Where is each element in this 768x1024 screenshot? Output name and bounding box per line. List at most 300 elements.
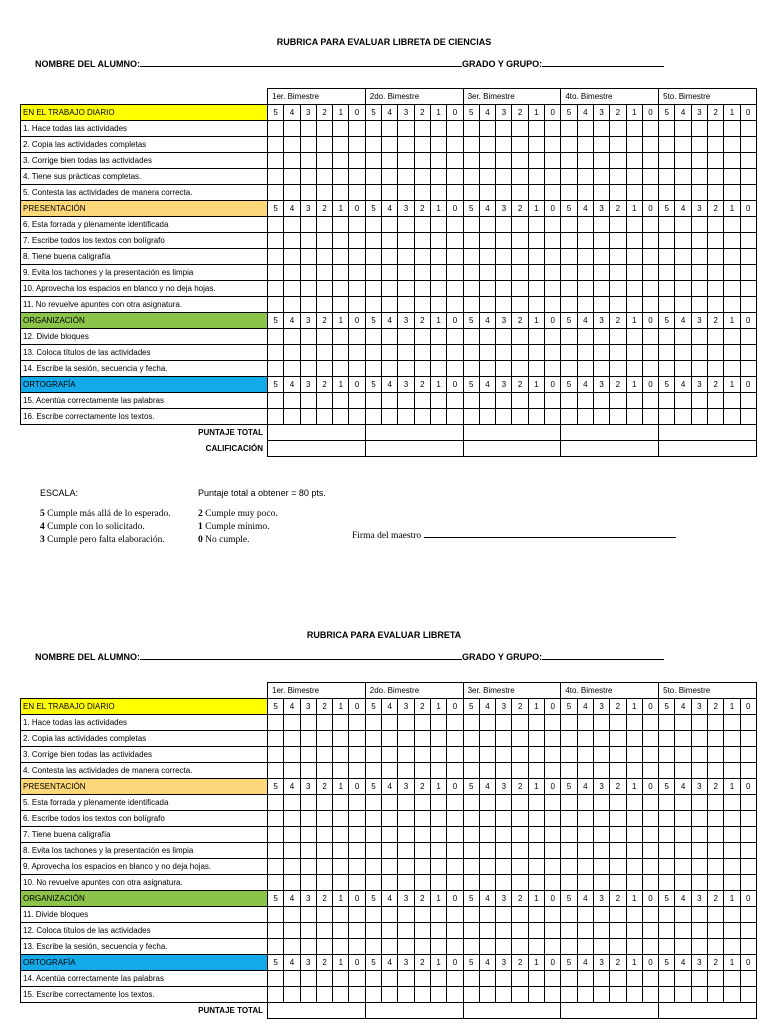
score-cell[interactable]	[496, 297, 512, 313]
score-cell[interactable]	[447, 121, 463, 137]
score-cell[interactable]	[447, 987, 463, 1003]
score-cell[interactable]	[626, 795, 642, 811]
score-cell[interactable]	[561, 121, 577, 137]
score-cell[interactable]	[268, 345, 284, 361]
score-cell[interactable]	[610, 409, 626, 425]
score-cell[interactable]	[593, 137, 609, 153]
score-cell[interactable]	[284, 345, 300, 361]
score-cell[interactable]	[708, 249, 724, 265]
score-cell[interactable]	[626, 715, 642, 731]
score-cell[interactable]	[528, 795, 544, 811]
score-cell[interactable]	[545, 939, 561, 955]
score-cell[interactable]	[691, 795, 707, 811]
score-cell[interactable]	[708, 811, 724, 827]
score-cell[interactable]	[414, 827, 430, 843]
score-cell[interactable]	[724, 361, 740, 377]
grade-group-field[interactable]	[542, 651, 664, 660]
score-cell[interactable]	[561, 169, 577, 185]
score-cell[interactable]	[528, 731, 544, 747]
bimester-total-cell[interactable]	[463, 1003, 561, 1019]
score-cell[interactable]	[691, 827, 707, 843]
score-cell[interactable]	[512, 843, 528, 859]
score-cell[interactable]	[675, 811, 691, 827]
score-cell[interactable]	[675, 329, 691, 345]
score-cell[interactable]	[708, 409, 724, 425]
score-cell[interactable]	[626, 121, 642, 137]
bimester-total-cell[interactable]	[659, 1003, 757, 1019]
score-cell[interactable]	[349, 169, 365, 185]
score-cell[interactable]	[463, 409, 479, 425]
score-cell[interactable]	[268, 843, 284, 859]
score-cell[interactable]	[430, 297, 446, 313]
score-cell[interactable]	[382, 185, 398, 201]
score-cell[interactable]	[414, 153, 430, 169]
score-cell[interactable]	[512, 281, 528, 297]
score-cell[interactable]	[496, 137, 512, 153]
score-cell[interactable]	[593, 731, 609, 747]
score-cell[interactable]	[642, 971, 658, 987]
score-cell[interactable]	[398, 393, 414, 409]
score-cell[interactable]	[463, 907, 479, 923]
score-cell[interactable]	[561, 297, 577, 313]
score-cell[interactable]	[284, 137, 300, 153]
score-cell[interactable]	[512, 811, 528, 827]
score-cell[interactable]	[382, 811, 398, 827]
score-cell[interactable]	[724, 843, 740, 859]
score-cell[interactable]	[398, 795, 414, 811]
score-cell[interactable]	[740, 795, 756, 811]
score-cell[interactable]	[382, 217, 398, 233]
score-cell[interactable]	[659, 361, 675, 377]
score-cell[interactable]	[398, 939, 414, 955]
score-cell[interactable]	[316, 137, 332, 153]
score-cell[interactable]	[430, 265, 446, 281]
score-cell[interactable]	[300, 233, 316, 249]
score-cell[interactable]	[316, 731, 332, 747]
score-cell[interactable]	[593, 795, 609, 811]
score-cell[interactable]	[479, 409, 495, 425]
score-cell[interactable]	[365, 361, 381, 377]
score-cell[interactable]	[512, 137, 528, 153]
score-cell[interactable]	[593, 329, 609, 345]
score-cell[interactable]	[479, 827, 495, 843]
score-cell[interactable]	[333, 153, 349, 169]
score-cell[interactable]	[593, 875, 609, 891]
score-cell[interactable]	[626, 169, 642, 185]
score-cell[interactable]	[316, 345, 332, 361]
score-cell[interactable]	[626, 843, 642, 859]
score-cell[interactable]	[642, 907, 658, 923]
score-cell[interactable]	[430, 971, 446, 987]
score-cell[interactable]	[577, 859, 593, 875]
score-cell[interactable]	[349, 233, 365, 249]
score-cell[interactable]	[268, 827, 284, 843]
score-cell[interactable]	[398, 907, 414, 923]
score-cell[interactable]	[675, 361, 691, 377]
bimester-total-cell[interactable]	[365, 1003, 463, 1019]
score-cell[interactable]	[349, 297, 365, 313]
score-cell[interactable]	[414, 121, 430, 137]
score-cell[interactable]	[496, 233, 512, 249]
score-cell[interactable]	[398, 747, 414, 763]
score-cell[interactable]	[365, 747, 381, 763]
score-cell[interactable]	[414, 747, 430, 763]
score-cell[interactable]	[284, 747, 300, 763]
score-cell[interactable]	[626, 971, 642, 987]
score-cell[interactable]	[724, 731, 740, 747]
score-cell[interactable]	[691, 265, 707, 281]
score-cell[interactable]	[561, 217, 577, 233]
score-cell[interactable]	[675, 409, 691, 425]
score-cell[interactable]	[675, 137, 691, 153]
bimester-total-cell[interactable]	[268, 441, 366, 457]
score-cell[interactable]	[300, 265, 316, 281]
score-cell[interactable]	[479, 987, 495, 1003]
score-cell[interactable]	[447, 297, 463, 313]
score-cell[interactable]	[659, 843, 675, 859]
score-cell[interactable]	[610, 843, 626, 859]
score-cell[interactable]	[447, 875, 463, 891]
bimester-total-cell[interactable]	[365, 425, 463, 441]
score-cell[interactable]	[593, 971, 609, 987]
score-cell[interactable]	[398, 137, 414, 153]
score-cell[interactable]	[561, 939, 577, 955]
score-cell[interactable]	[708, 217, 724, 233]
score-cell[interactable]	[447, 731, 463, 747]
score-cell[interactable]	[740, 297, 756, 313]
score-cell[interactable]	[675, 971, 691, 987]
score-cell[interactable]	[300, 811, 316, 827]
score-cell[interactable]	[447, 971, 463, 987]
score-cell[interactable]	[414, 811, 430, 827]
score-cell[interactable]	[691, 329, 707, 345]
score-cell[interactable]	[284, 409, 300, 425]
score-cell[interactable]	[626, 731, 642, 747]
score-cell[interactable]	[479, 393, 495, 409]
score-cell[interactable]	[430, 185, 446, 201]
score-cell[interactable]	[593, 361, 609, 377]
score-cell[interactable]	[512, 795, 528, 811]
score-cell[interactable]	[398, 185, 414, 201]
score-cell[interactable]	[300, 297, 316, 313]
score-cell[interactable]	[382, 409, 398, 425]
score-cell[interactable]	[463, 875, 479, 891]
score-cell[interactable]	[496, 843, 512, 859]
score-cell[interactable]	[528, 409, 544, 425]
score-cell[interactable]	[300, 409, 316, 425]
score-cell[interactable]	[382, 907, 398, 923]
score-cell[interactable]	[610, 185, 626, 201]
score-cell[interactable]	[626, 297, 642, 313]
score-cell[interactable]	[333, 971, 349, 987]
score-cell[interactable]	[382, 875, 398, 891]
score-cell[interactable]	[675, 827, 691, 843]
score-cell[interactable]	[300, 393, 316, 409]
score-cell[interactable]	[463, 811, 479, 827]
score-cell[interactable]	[316, 121, 332, 137]
score-cell[interactable]	[528, 827, 544, 843]
score-cell[interactable]	[430, 811, 446, 827]
score-cell[interactable]	[463, 329, 479, 345]
score-cell[interactable]	[561, 859, 577, 875]
score-cell[interactable]	[708, 265, 724, 281]
score-cell[interactable]	[284, 121, 300, 137]
score-cell[interactable]	[300, 361, 316, 377]
score-cell[interactable]	[610, 747, 626, 763]
score-cell[interactable]	[496, 731, 512, 747]
score-cell[interactable]	[659, 153, 675, 169]
score-cell[interactable]	[463, 153, 479, 169]
score-cell[interactable]	[284, 859, 300, 875]
score-cell[interactable]	[333, 265, 349, 281]
score-cell[interactable]	[430, 137, 446, 153]
score-cell[interactable]	[512, 233, 528, 249]
score-cell[interactable]	[496, 715, 512, 731]
score-cell[interactable]	[610, 907, 626, 923]
score-cell[interactable]	[268, 795, 284, 811]
score-cell[interactable]	[561, 249, 577, 265]
score-cell[interactable]	[316, 875, 332, 891]
score-cell[interactable]	[463, 843, 479, 859]
bimester-total-cell[interactable]	[365, 441, 463, 457]
score-cell[interactable]	[724, 233, 740, 249]
score-cell[interactable]	[561, 875, 577, 891]
score-cell[interactable]	[545, 217, 561, 233]
score-cell[interactable]	[333, 233, 349, 249]
score-cell[interactable]	[577, 409, 593, 425]
score-cell[interactable]	[398, 233, 414, 249]
score-cell[interactable]	[708, 329, 724, 345]
score-cell[interactable]	[365, 249, 381, 265]
score-cell[interactable]	[430, 233, 446, 249]
score-cell[interactable]	[496, 249, 512, 265]
score-cell[interactable]	[398, 859, 414, 875]
score-cell[interactable]	[675, 939, 691, 955]
score-cell[interactable]	[463, 345, 479, 361]
score-cell[interactable]	[349, 393, 365, 409]
score-cell[interactable]	[528, 747, 544, 763]
score-cell[interactable]	[642, 827, 658, 843]
score-cell[interactable]	[691, 715, 707, 731]
score-cell[interactable]	[593, 409, 609, 425]
score-cell[interactable]	[626, 137, 642, 153]
score-cell[interactable]	[642, 731, 658, 747]
score-cell[interactable]	[447, 827, 463, 843]
score-cell[interactable]	[333, 747, 349, 763]
score-cell[interactable]	[724, 715, 740, 731]
score-cell[interactable]	[479, 923, 495, 939]
score-cell[interactable]	[659, 265, 675, 281]
score-cell[interactable]	[398, 297, 414, 313]
score-cell[interactable]	[479, 747, 495, 763]
student-name-field[interactable]	[140, 58, 462, 67]
score-cell[interactable]	[675, 345, 691, 361]
score-cell[interactable]	[642, 409, 658, 425]
score-cell[interactable]	[642, 137, 658, 153]
score-cell[interactable]	[316, 907, 332, 923]
score-cell[interactable]	[691, 137, 707, 153]
score-cell[interactable]	[268, 875, 284, 891]
score-cell[interactable]	[512, 393, 528, 409]
score-cell[interactable]	[724, 185, 740, 201]
score-cell[interactable]	[284, 795, 300, 811]
score-cell[interactable]	[284, 763, 300, 779]
score-cell[interactable]	[691, 731, 707, 747]
score-cell[interactable]	[349, 827, 365, 843]
score-cell[interactable]	[577, 875, 593, 891]
score-cell[interactable]	[382, 281, 398, 297]
score-cell[interactable]	[512, 971, 528, 987]
score-cell[interactable]	[577, 137, 593, 153]
score-cell[interactable]	[349, 731, 365, 747]
score-cell[interactable]	[463, 297, 479, 313]
score-cell[interactable]	[675, 233, 691, 249]
score-cell[interactable]	[659, 763, 675, 779]
score-cell[interactable]	[333, 811, 349, 827]
score-cell[interactable]	[300, 875, 316, 891]
score-cell[interactable]	[545, 185, 561, 201]
score-cell[interactable]	[528, 393, 544, 409]
score-cell[interactable]	[512, 297, 528, 313]
score-cell[interactable]	[479, 811, 495, 827]
score-cell[interactable]	[708, 715, 724, 731]
score-cell[interactable]	[642, 281, 658, 297]
score-cell[interactable]	[561, 281, 577, 297]
score-cell[interactable]	[577, 297, 593, 313]
score-cell[interactable]	[675, 153, 691, 169]
score-cell[interactable]	[545, 859, 561, 875]
score-cell[interactable]	[365, 153, 381, 169]
score-cell[interactable]	[675, 747, 691, 763]
score-cell[interactable]	[724, 811, 740, 827]
score-cell[interactable]	[479, 843, 495, 859]
score-cell[interactable]	[398, 715, 414, 731]
score-cell[interactable]	[691, 923, 707, 939]
score-cell[interactable]	[414, 939, 430, 955]
score-cell[interactable]	[316, 281, 332, 297]
score-cell[interactable]	[593, 763, 609, 779]
score-cell[interactable]	[708, 987, 724, 1003]
score-cell[interactable]	[626, 233, 642, 249]
score-cell[interactable]	[691, 409, 707, 425]
score-cell[interactable]	[512, 329, 528, 345]
score-cell[interactable]	[642, 361, 658, 377]
score-cell[interactable]	[333, 217, 349, 233]
score-cell[interactable]	[447, 233, 463, 249]
score-cell[interactable]	[593, 121, 609, 137]
score-cell[interactable]	[740, 137, 756, 153]
score-cell[interactable]	[724, 987, 740, 1003]
score-cell[interactable]	[316, 265, 332, 281]
score-cell[interactable]	[430, 731, 446, 747]
score-cell[interactable]	[447, 811, 463, 827]
score-cell[interactable]	[577, 233, 593, 249]
score-cell[interactable]	[496, 393, 512, 409]
score-cell[interactable]	[496, 217, 512, 233]
score-cell[interactable]	[398, 153, 414, 169]
score-cell[interactable]	[479, 971, 495, 987]
score-cell[interactable]	[610, 217, 626, 233]
score-cell[interactable]	[284, 361, 300, 377]
score-cell[interactable]	[316, 153, 332, 169]
score-cell[interactable]	[496, 811, 512, 827]
score-cell[interactable]	[659, 987, 675, 1003]
score-cell[interactable]	[316, 923, 332, 939]
score-cell[interactable]	[414, 409, 430, 425]
score-cell[interactable]	[349, 795, 365, 811]
score-cell[interactable]	[496, 345, 512, 361]
score-cell[interactable]	[365, 939, 381, 955]
score-cell[interactable]	[691, 859, 707, 875]
score-cell[interactable]	[708, 939, 724, 955]
score-cell[interactable]	[675, 121, 691, 137]
score-cell[interactable]	[740, 859, 756, 875]
score-cell[interactable]	[268, 217, 284, 233]
score-cell[interactable]	[691, 907, 707, 923]
score-cell[interactable]	[593, 297, 609, 313]
score-cell[interactable]	[561, 795, 577, 811]
score-cell[interactable]	[642, 939, 658, 955]
score-cell[interactable]	[479, 763, 495, 779]
score-cell[interactable]	[561, 715, 577, 731]
score-cell[interactable]	[512, 907, 528, 923]
score-cell[interactable]	[496, 859, 512, 875]
score-cell[interactable]	[675, 843, 691, 859]
score-cell[interactable]	[593, 169, 609, 185]
score-cell[interactable]	[691, 939, 707, 955]
score-cell[interactable]	[708, 731, 724, 747]
score-cell[interactable]	[626, 361, 642, 377]
score-cell[interactable]	[349, 137, 365, 153]
score-cell[interactable]	[528, 987, 544, 1003]
score-cell[interactable]	[659, 345, 675, 361]
score-cell[interactable]	[659, 297, 675, 313]
score-cell[interactable]	[512, 747, 528, 763]
score-cell[interactable]	[642, 297, 658, 313]
score-cell[interactable]	[708, 233, 724, 249]
score-cell[interactable]	[496, 281, 512, 297]
score-cell[interactable]	[659, 747, 675, 763]
score-cell[interactable]	[284, 731, 300, 747]
score-cell[interactable]	[577, 907, 593, 923]
score-cell[interactable]	[284, 971, 300, 987]
score-cell[interactable]	[300, 923, 316, 939]
score-cell[interactable]	[626, 265, 642, 281]
score-cell[interactable]	[708, 393, 724, 409]
score-cell[interactable]	[414, 843, 430, 859]
score-cell[interactable]	[708, 121, 724, 137]
score-cell[interactable]	[447, 715, 463, 731]
score-cell[interactable]	[316, 249, 332, 265]
score-cell[interactable]	[593, 345, 609, 361]
score-cell[interactable]	[626, 875, 642, 891]
score-cell[interactable]	[333, 361, 349, 377]
score-cell[interactable]	[284, 169, 300, 185]
score-cell[interactable]	[642, 329, 658, 345]
score-cell[interactable]	[382, 265, 398, 281]
score-cell[interactable]	[724, 169, 740, 185]
score-cell[interactable]	[430, 923, 446, 939]
score-cell[interactable]	[577, 747, 593, 763]
score-cell[interactable]	[691, 217, 707, 233]
score-cell[interactable]	[675, 281, 691, 297]
score-cell[interactable]	[447, 843, 463, 859]
score-cell[interactable]	[349, 843, 365, 859]
score-cell[interactable]	[414, 971, 430, 987]
score-cell[interactable]	[284, 297, 300, 313]
score-cell[interactable]	[691, 345, 707, 361]
score-cell[interactable]	[545, 987, 561, 1003]
